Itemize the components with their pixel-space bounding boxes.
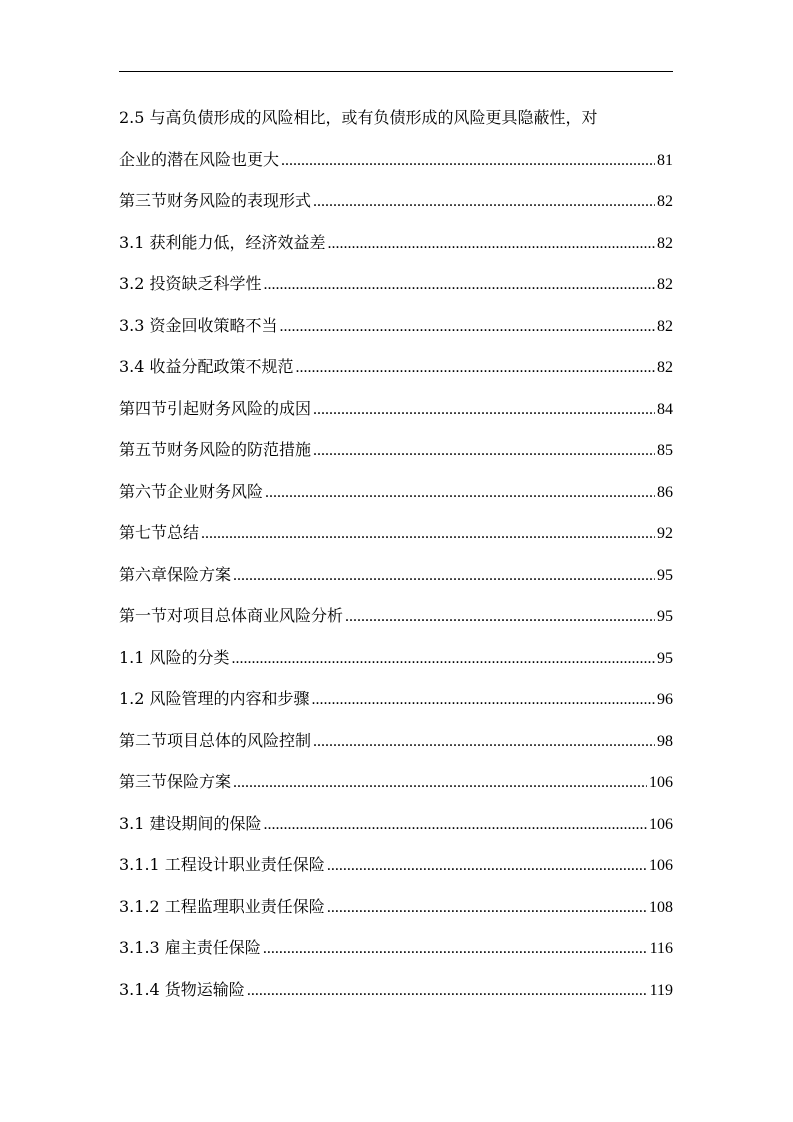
toc-entry-title: 3.1.3 雇主责任保险	[119, 938, 261, 957]
dot-leader	[327, 887, 647, 929]
dot-leader	[296, 347, 655, 389]
toc-entry[interactable]	[119, 761, 673, 803]
toc-entry[interactable]	[119, 637, 673, 679]
dot-leader	[264, 804, 647, 846]
toc-entry-title: 第四节引起财务风险的成因	[119, 398, 312, 418]
dot-leader	[327, 845, 647, 887]
toc-entry[interactable]	[119, 263, 673, 305]
toc-entry-page: 106	[649, 857, 673, 874]
toc-entry-page: 82	[657, 359, 673, 376]
toc-entry[interactable]	[119, 927, 673, 969]
toc-entry[interactable]	[119, 803, 673, 845]
toc-entry-title: 3.1.1 工程设计职业责任保险	[119, 855, 325, 874]
toc-entry-title: 第一节对项目总体商业风险分析	[119, 606, 344, 625]
toc-entry[interactable]	[119, 180, 673, 222]
toc-entry[interactable]	[119, 305, 673, 347]
toc-entry-title-line1: 2.5 与高负债形成的风险相比，或有负债形成的风险更具隐蔽性，对	[119, 108, 598, 127]
dot-leader	[280, 306, 655, 348]
toc-entry[interactable]	[119, 886, 673, 928]
toc-entry[interactable]	[119, 471, 673, 513]
toc-entry-title: 第三节财务风险的表现形式	[119, 191, 312, 210]
toc-entry-title: 3.1 建设期间的保险	[119, 813, 262, 833]
header-rule	[119, 71, 673, 72]
toc-entry-page: 85	[657, 442, 673, 459]
dot-leader	[247, 970, 648, 1012]
toc-entry-page: 81	[657, 151, 673, 169]
table-of-contents	[119, 97, 673, 1010]
toc-entry[interactable]	[119, 512, 673, 554]
dot-leader	[313, 430, 655, 472]
toc-entry-title: 3.1.2 工程监理职业责任保险	[119, 896, 325, 916]
dot-leader	[328, 223, 655, 265]
dot-leader	[313, 389, 655, 431]
dot-leader	[233, 762, 647, 804]
toc-entry[interactable]	[119, 346, 673, 388]
toc-entry[interactable]	[119, 554, 673, 596]
toc-entry-title: 3.1.4 货物运输险	[119, 979, 245, 999]
toc-entry-page: 95	[657, 649, 673, 667]
toc-entry-title: 第三节保险方案	[119, 772, 232, 791]
toc-entry-page: 119	[649, 981, 673, 999]
toc-entry-page: 106	[649, 815, 673, 833]
toc-entry-page: 106	[649, 774, 673, 791]
toc-entry-page: 82	[657, 234, 673, 252]
toc-entry-title: 第六节企业财务风险	[119, 481, 264, 501]
toc-entry[interactable]	[119, 222, 673, 264]
toc-entry-page: 95	[657, 608, 673, 625]
toc-entry-title: 企业的潜在风险也更大	[119, 149, 280, 169]
toc-entry[interactable]	[119, 969, 673, 1011]
toc-entry-title: 3.2 投资缺乏科学性	[119, 274, 262, 293]
toc-entry-page: 98	[657, 732, 673, 750]
toc-entry[interactable]	[119, 429, 673, 471]
toc-entry-title: 第五节财务风险的防范措施	[119, 440, 312, 459]
dot-leader	[233, 555, 655, 597]
dot-leader	[232, 638, 655, 680]
dot-leader	[264, 264, 655, 306]
toc-entry-page: 82	[657, 193, 673, 210]
toc-entry[interactable]	[119, 97, 673, 180]
toc-entry[interactable]	[119, 844, 673, 886]
toc-entry[interactable]	[119, 388, 673, 430]
dot-leader	[201, 513, 655, 555]
toc-entry-page: 82	[657, 276, 673, 293]
toc-entry-title: 3.3 资金回收策略不当	[119, 315, 278, 335]
dot-leader	[263, 928, 648, 970]
toc-entry-page: 116	[649, 940, 673, 957]
dot-leader	[313, 721, 655, 763]
toc-entry-title: 3.1 获利能力低，经济效益差	[119, 232, 326, 252]
toc-entry-page: 108	[649, 898, 673, 916]
toc-entry-title: 1.2 风险管理的内容和步骤	[119, 689, 310, 708]
toc-entry-title: 3.4 收益分配政策不规范	[119, 357, 294, 376]
dot-leader	[312, 679, 655, 721]
toc-entry-page: 95	[657, 566, 673, 584]
toc-entry[interactable]	[119, 595, 673, 637]
dot-leader	[313, 181, 655, 223]
dot-leader	[345, 596, 655, 638]
toc-entry-page: 84	[657, 400, 673, 418]
dot-leader	[281, 140, 655, 182]
toc-entry-title: 第六章保险方案	[119, 564, 232, 584]
toc-entry-page: 92	[657, 525, 673, 542]
toc-entry-page: 86	[657, 483, 673, 501]
toc-entry-title: 1.1 风险的分类	[119, 647, 230, 667]
dot-leader	[265, 472, 655, 514]
toc-entry-page: 82	[657, 317, 673, 335]
toc-entry-title: 第七节总结	[119, 523, 200, 542]
toc-entry[interactable]	[119, 720, 673, 762]
toc-entry-title: 第二节项目总体的风险控制	[119, 730, 312, 750]
toc-entry[interactable]	[119, 678, 673, 720]
toc-entry-page: 96	[657, 691, 673, 708]
